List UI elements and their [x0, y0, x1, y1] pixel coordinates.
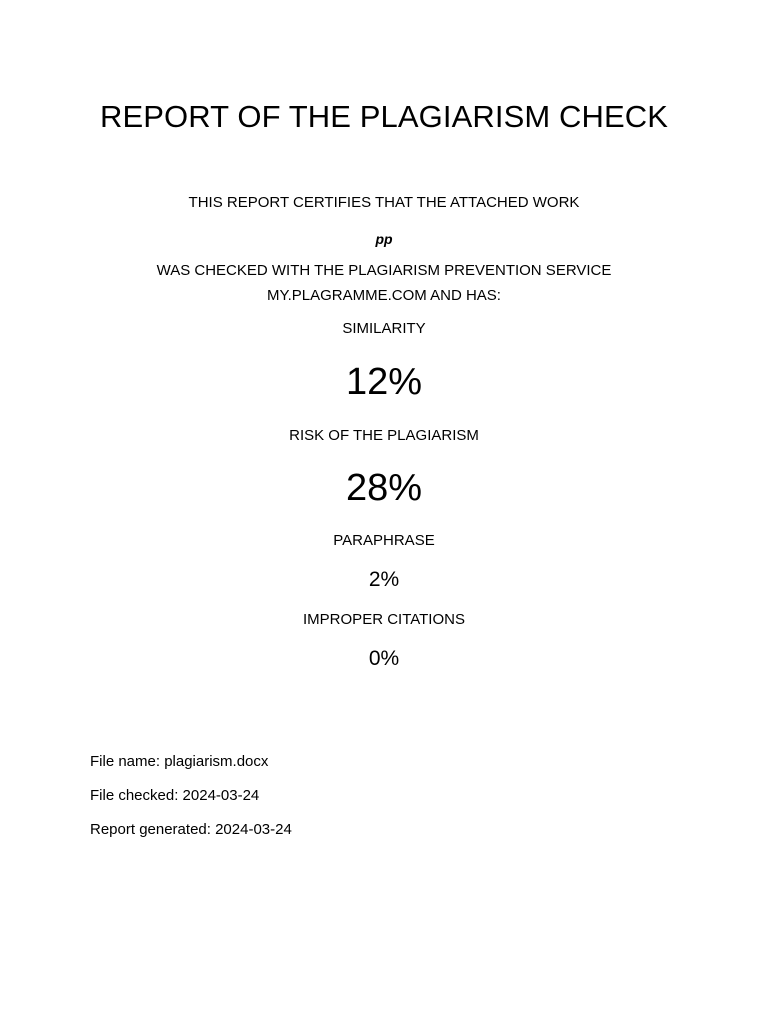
checked-with-text-line-1: WAS CHECKED WITH THE PLAGIARISM PREVENTION SERVICE [156, 262, 612, 279]
file-name-text: File name: plagiarism.docx [90, 753, 269, 770]
certifies-text: THIS REPORT CERTIFIES THAT THE ATTACHED WORK [188, 194, 580, 211]
similarity-label: SIMILARITY [342, 320, 426, 337]
report-generated-text: Report generated: 2024-03-24 [90, 821, 292, 838]
risk-label: RISK OF THE PLAGIARISM [289, 427, 479, 444]
file-checked-text: File checked: 2024-03-24 [90, 787, 260, 804]
citations-value: 0% [368, 647, 400, 670]
work-name: pp [375, 231, 393, 247]
report-title: REPORT OF THE PLAGIARISM CHECK [99, 99, 668, 134]
risk-value: 28% [345, 467, 423, 509]
citations-label: IMPROPER CITATIONS [303, 611, 465, 628]
similarity-value: 12% [345, 361, 423, 403]
paraphrase-value: 2% [368, 568, 400, 591]
checked-with-text-line-2: MY.PLAGRAMME.COM AND HAS: [267, 287, 501, 304]
paraphrase-label: PARAPHRASE [333, 532, 435, 549]
